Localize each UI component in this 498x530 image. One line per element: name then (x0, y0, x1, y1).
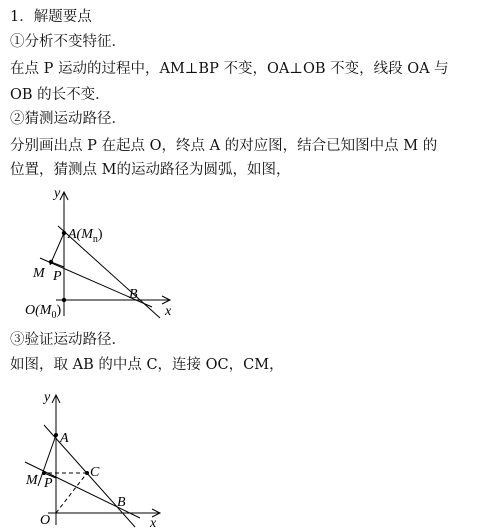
fig2-label-c: C (90, 465, 100, 480)
fig1-label-b: B (129, 287, 138, 302)
fig1-label-p: P (53, 269, 62, 284)
fig2-label-o: O (40, 513, 51, 528)
fig2-point-a (54, 433, 58, 437)
fig2-label-p: P (44, 476, 53, 491)
step3-line1: 如图，取 AB 的中点 C，连接 OC，CM， (10, 357, 284, 373)
step1-line1: 在点 P 运动的过程中，AM⊥BP 不变，OA⊥OB 不变，线段 OA 与 (10, 61, 449, 77)
step3-title: ③验证运动路径． (10, 332, 126, 348)
step1-title: ①分析不变特征． (10, 34, 126, 50)
figure-1-diagram (0, 180, 200, 325)
step2-line2: 位置，猜测点 M的运动路径为圆弧，如图， (10, 162, 291, 178)
fig2-label-b: B (117, 495, 126, 510)
fig2-x-label: x (150, 516, 157, 530)
fig2-label-a: A (60, 431, 69, 446)
fig2-label-m: M (26, 473, 38, 488)
fig1-y-label: y (54, 186, 61, 201)
figure-2-diagram (0, 385, 200, 530)
fig1-point-m (49, 260, 53, 264)
fig2-y-label: y (44, 390, 51, 405)
fig1-x-label: x (165, 304, 172, 319)
section-heading: 1．解题要点 (10, 9, 92, 25)
fig2-point-m (42, 471, 46, 475)
fig1-label-o: $O(M_0)$ (25, 303, 62, 321)
fig1-point-o (62, 298, 66, 302)
fig1-label-a: $A(M_n)$ (68, 227, 103, 245)
fig2-point-c (85, 471, 89, 475)
step2-line1: 分别画出点 P 在起点 O，终点 A 的对应图，结合已知图中点 M 的 (10, 138, 438, 154)
fig1-point-a (62, 231, 66, 235)
step2-title: ②猜测运动路径． (10, 111, 126, 127)
fig1-label-m: M (33, 266, 45, 281)
step1-line2: OB 的长不变． (10, 87, 110, 103)
